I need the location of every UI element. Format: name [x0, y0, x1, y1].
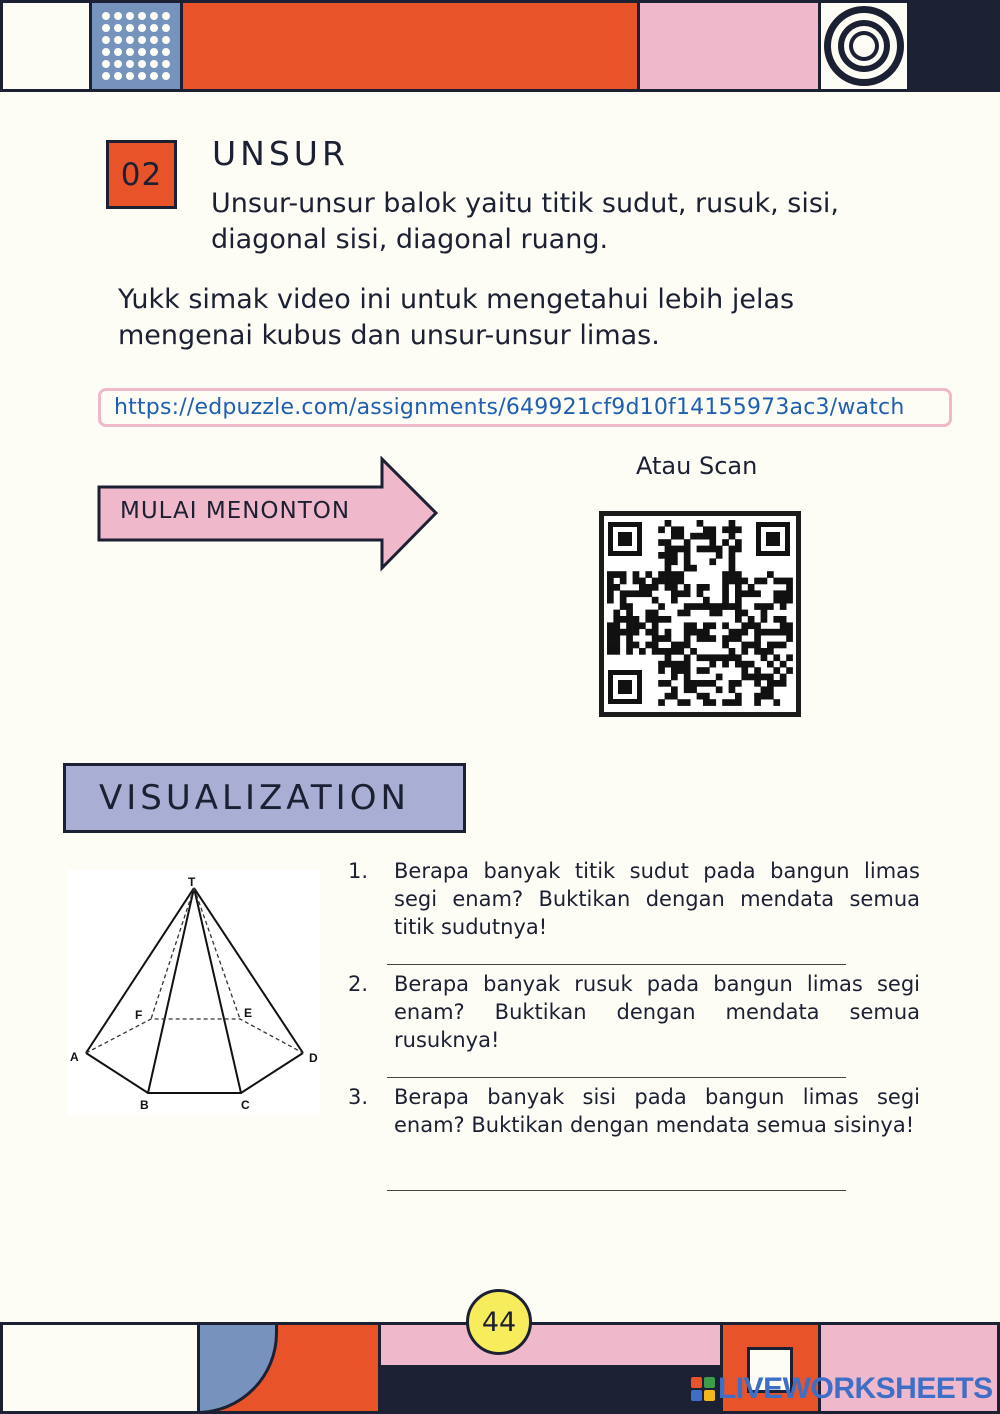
section-number: 02 [120, 156, 163, 193]
vertex-label-f: F [135, 1008, 143, 1022]
bottom-decor-pink-navy-block [378, 1322, 723, 1414]
intro-text: Yukk simak video ini untuk mengetahui lebih jelas mengenai kubus dan unsur-unsur limas. [118, 284, 795, 351]
visualization-heading [63, 763, 466, 833]
page-number: 44 [481, 1306, 517, 1338]
watermark-text: LIVEWORKSHEETS [718, 1372, 993, 1405]
section-description: Unsur-unsur balok yaitu titik sudut, rusuk, sisi, diagonal sisi, diagonal ruang. [211, 188, 839, 255]
top-decor-bar [0, 0, 1000, 92]
bottom-decor-blue-quarter-block [197, 1322, 381, 1414]
start-watching-label[interactable]: MULAI MENONTON [120, 498, 351, 524]
answer-line-2[interactable] [387, 1077, 846, 1078]
top-decor-dots-block [89, 0, 183, 92]
vertex-label-t: T [188, 875, 196, 889]
question-2 [348, 970, 920, 1054]
vertex-label-b: B [140, 1098, 149, 1112]
vertex-label-c: C [241, 1098, 250, 1112]
question-3 [348, 1083, 920, 1139]
question-number: 1. [348, 859, 369, 883]
scan-label: Atau Scan [636, 452, 758, 480]
liveworksheets-watermark [690, 1372, 993, 1406]
question-number: 3. [348, 1085, 369, 1109]
question-number: 2. [348, 972, 369, 996]
vertex-label-e: E [244, 1006, 253, 1020]
top-decor-pink-block [637, 0, 821, 92]
liveworksheets-logo-icon [690, 1376, 716, 1402]
question-text: Berapa banyak titik sudut pada bangun limas segi enam? Buktikan dengan mendata semua titik sudutnya! [394, 859, 920, 939]
hexagonal-pyramid-diagram [68, 870, 320, 1115]
question-1 [348, 857, 920, 941]
question-text: Berapa banyak rusuk pada bangun limas segi enam? Buktikan dengan mendata semua rusuknya! [394, 972, 920, 1052]
bottom-decor-cream-block [0, 1322, 200, 1414]
top-decor-cream-block [0, 0, 92, 92]
vertex-label-d: D [309, 1051, 318, 1065]
section-number-badge [106, 140, 177, 209]
question-text: Berapa banyak sisi pada bangun limas segi enam? Buktikan dengan mendata semua sisinya! [394, 1085, 920, 1137]
video-link[interactable]: https://edpuzzle.com/assignments/649921cf9d10f14155973ac3/watch [114, 395, 905, 420]
top-decor-orange-block [180, 0, 640, 92]
top-decor-target-block [818, 0, 910, 92]
section-title: UNSUR [212, 134, 349, 173]
page-number-badge [466, 1289, 532, 1355]
answer-line-1[interactable] [387, 964, 846, 965]
vertex-label-a: A [70, 1050, 79, 1064]
visualization-title: VISUALIZATION [99, 778, 410, 818]
video-link-box [98, 388, 952, 427]
qr-code [596, 508, 804, 720]
answer-line-3[interactable] [387, 1190, 846, 1191]
top-decor-navy-block [907, 0, 1000, 92]
